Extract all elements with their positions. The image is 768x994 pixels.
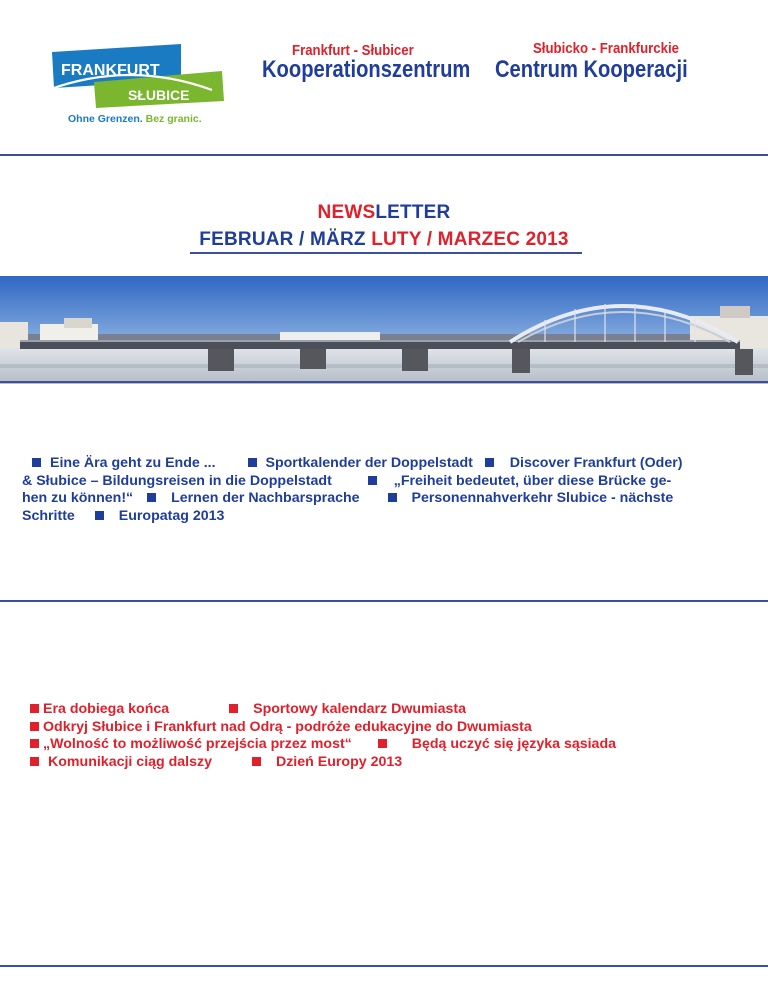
topic-pl-7: Dzień Europy 2013 xyxy=(275,753,403,770)
topics-pl-line-4 xyxy=(30,754,750,772)
tagline-pl: Bez granic. xyxy=(145,113,202,125)
newsletter-date-pl: LUTY / MARZEC 2013 xyxy=(371,229,569,250)
newsletter-title xyxy=(0,202,768,224)
bullet-square-icon xyxy=(95,511,104,520)
bullet-square-icon xyxy=(30,757,39,766)
bullet-square-icon xyxy=(30,704,39,713)
topic-de-7: Europatag 2013 xyxy=(118,507,225,524)
footer-divider xyxy=(0,965,768,967)
header-de-big: Kooperationszentrum xyxy=(262,56,471,83)
topics-pl-line-1 xyxy=(30,701,750,719)
bullet-square-icon xyxy=(388,493,397,502)
bullet-square-icon xyxy=(229,704,238,713)
topic-de-4b: hen zu können!“ xyxy=(22,490,134,506)
header-de-small: Frankfurt - Słubicer xyxy=(292,42,414,59)
logo-tagline xyxy=(68,113,202,125)
section-divider xyxy=(0,600,768,602)
bullet-square-icon xyxy=(378,739,387,748)
topic-de-3b: & Słubice – Bildungsreisen in die Doppelstadt xyxy=(22,472,332,489)
topic-pl-2: Sportowy kalendarz Dwumiasta xyxy=(253,701,466,717)
topic-pl-1: Era dobiega końca xyxy=(43,701,170,717)
topics-polish xyxy=(30,701,750,771)
topics-pl-line-3 xyxy=(30,736,750,754)
topic-de-6b: Schritte xyxy=(22,507,75,524)
bullet-square-icon xyxy=(32,458,41,467)
bullet-square-icon xyxy=(368,476,377,485)
title-underline xyxy=(190,252,582,254)
logo-oder-text: ODER xyxy=(152,44,179,54)
topic-de-6a: Personennahverkehr Slubice - nächste xyxy=(411,490,674,506)
topics-de-line-4 xyxy=(22,508,752,526)
logo-slubice-text: SŁUBICE xyxy=(128,87,190,103)
header-pl-small: Słubicko - Frankfurckie xyxy=(533,40,679,57)
topic-de-4a: „Freiheit bedeutet, über diese Brücke ge- xyxy=(393,472,672,489)
bullet-square-icon xyxy=(248,458,257,467)
bullet-square-icon xyxy=(147,493,156,502)
topic-pl-5: Będą uczyć się języka sąsiada xyxy=(411,736,617,752)
topic-de-3a: Discover Frankfurt (Oder) xyxy=(509,455,683,471)
newsletter-date xyxy=(0,229,768,251)
topics-de-line-1 xyxy=(22,455,752,473)
topic-de-1: Eine Ära geht zu Ende ... xyxy=(50,455,216,471)
topic-pl-3: Odkryj Słubice i Frankfurt nad Odrą - podróże edukacyjne do Dwumiasta xyxy=(43,718,532,735)
bullet-square-icon xyxy=(252,757,261,766)
header-pl-big: Centrum Kooperacji xyxy=(495,56,688,83)
photo-divider xyxy=(0,381,768,383)
topics-pl-line-2 xyxy=(30,719,750,737)
bullet-square-icon xyxy=(485,458,494,467)
logo-frankfurt-text: FRANKFURT xyxy=(61,62,160,79)
topics-de-line-2 xyxy=(22,473,752,491)
topics-german xyxy=(22,455,752,525)
topic-de-2: Sportkalender der Doppelstadt xyxy=(265,455,473,471)
tagline-de: Ohne Grenzen. xyxy=(68,113,143,125)
newsletter-date-de: FEBRUAR / MÄRZ xyxy=(199,229,366,250)
bullet-square-icon xyxy=(30,722,39,731)
topic-pl-6: Komunikacji ciąg dalszy xyxy=(48,753,213,770)
topic-de-5: Lernen der Nachbarsprache xyxy=(171,490,360,506)
bridge-photo xyxy=(0,276,768,384)
newsletter-letter: LETTER xyxy=(375,202,451,223)
newsletter-news: NEWS xyxy=(317,202,376,223)
bullet-square-icon xyxy=(30,739,39,748)
header-divider xyxy=(0,154,768,156)
topics-de-line-3 xyxy=(22,490,752,508)
topic-pl-4: „Wolność to możliwość przejścia przez most“ xyxy=(43,736,352,752)
